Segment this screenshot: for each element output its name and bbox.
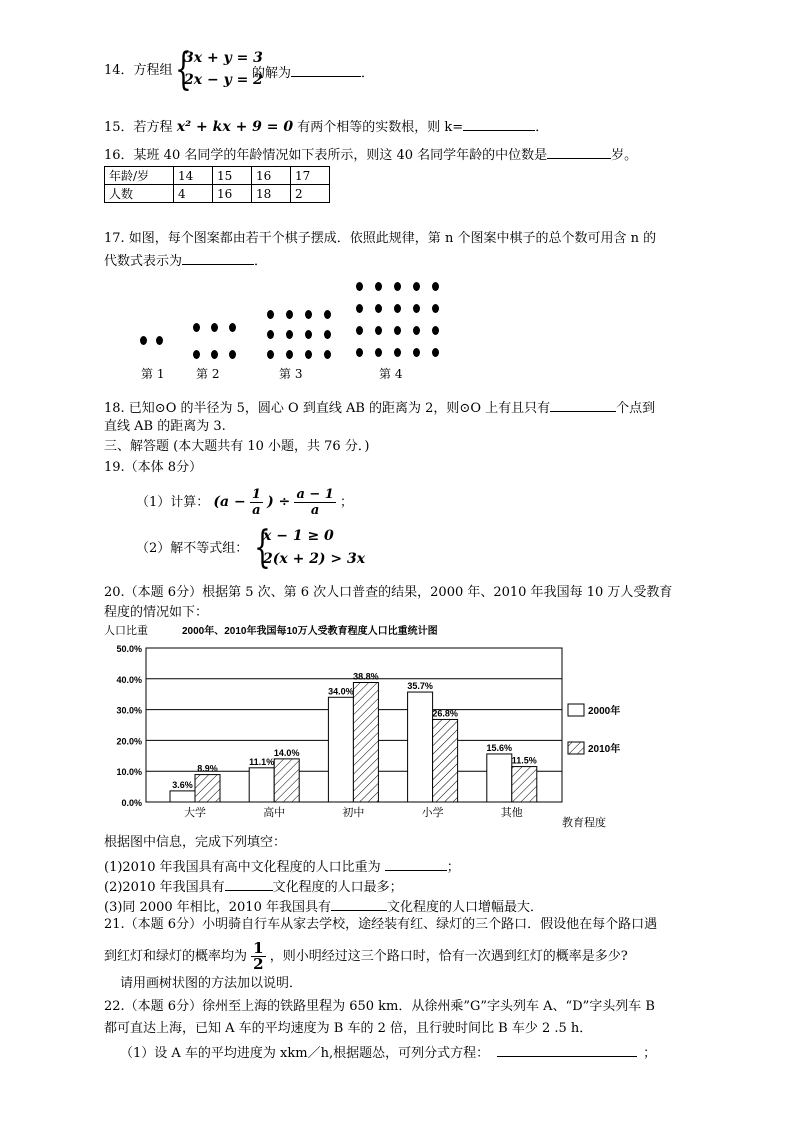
chess-piece-dot (356, 326, 363, 335)
chess-piece-dot (356, 348, 363, 357)
table-cell: 15 (213, 167, 252, 185)
chess-piece-dot (229, 323, 236, 332)
table-cell: 年龄/岁 (105, 167, 174, 185)
data-label: 3.6% (172, 779, 193, 790)
x-axis-label: 教育程度 (562, 817, 606, 829)
y-tick-label: 0.0% (121, 798, 142, 808)
table-cell: 14 (174, 167, 213, 185)
chess-piece-dot (394, 348, 401, 357)
table-cell: 16 (252, 167, 291, 185)
y-tick-label: 20.0% (116, 736, 142, 747)
q19-frac2 (294, 487, 335, 518)
q21-text-a: 到红灯和绿灯的概率均为 (104, 949, 248, 964)
y-tick-label: 10.0% (116, 767, 142, 778)
q19-part1-label: （1）计算： (136, 495, 210, 510)
frac-den: a (252, 503, 261, 518)
q15-answer-blank[interactable] (463, 116, 535, 131)
table-row (105, 185, 330, 203)
y-tick-label: 50.0% (116, 644, 142, 654)
q19-ineq1: x − 1 ≥ 0 (263, 528, 334, 544)
chess-piece-dot (229, 350, 236, 359)
q15 (104, 116, 548, 137)
q18-answer-blank[interactable] (550, 397, 616, 412)
data-label: 11.1% (249, 756, 275, 767)
table-cell: 16 (213, 185, 252, 203)
q19-expr-end: ； (340, 495, 354, 510)
frac-num: 1 (253, 939, 264, 957)
q20-line2: 程度的情况如下： (104, 605, 209, 620)
x-tick-label: 高中 (263, 807, 286, 819)
q17-line2-text: 代数式表示为 (104, 254, 183, 269)
x-tick-label: 小学 (421, 807, 444, 819)
q19-frac1 (250, 487, 263, 518)
q22-line3-text: （1）设 A 车的平均进度为 xkm／h,根据题怂，可列分式方程： (120, 1046, 490, 1061)
table-cell: 18 (252, 185, 291, 203)
chess-piece-dot (193, 323, 200, 332)
q20-fill1-text: (1)2010 年我国具有高中文化程度的人口比重为 (104, 860, 385, 875)
pattern-label-4: 第 4 (379, 367, 403, 381)
chess-piece-dot (286, 330, 293, 339)
chess-piece-dot (375, 282, 382, 291)
frac-den: 2 (253, 955, 264, 973)
chess-piece-dot (432, 282, 439, 291)
data-label: 11.5% (511, 755, 537, 766)
bar-2000年 (170, 791, 195, 802)
chess-piece-dot (413, 282, 420, 291)
q17-answer-blank[interactable] (182, 250, 254, 265)
bar-2010年 (195, 775, 220, 802)
q19-expr-a: (a − (213, 494, 246, 510)
q14-brace: { (175, 44, 192, 95)
y-tick-label: 40.0% (116, 674, 142, 685)
q20-fill1-end: ； (446, 860, 460, 875)
q20-fill3-text: (3)同 2000 年相比，2010 年我国具有 (104, 900, 331, 915)
legend-swatch (568, 742, 584, 754)
chess-piece-dot (286, 310, 293, 319)
q19-expr-b: ) ÷ (267, 494, 291, 510)
x-tick-label: 其他 (500, 807, 523, 819)
q20-fill2-text: (2)2010 年我国具有 (104, 880, 225, 895)
q15-prefix: 15．若方程 (104, 120, 173, 135)
data-label: 15.6% (486, 742, 513, 753)
legend-swatch (568, 704, 584, 716)
chess-piece-dot (413, 326, 420, 335)
x-tick-label: 大学 (184, 807, 206, 819)
chess-piece-dot (267, 310, 274, 319)
q20-blank-1[interactable] (385, 856, 447, 871)
pattern-label-2: 第 2 (196, 367, 220, 381)
q22-line2: 都可直达上海，已知 A 车的平均速度为 B 车的 2 倍，且行驶时间比 B 车少 2 .5 h． (104, 1021, 593, 1036)
bar-2010年 (274, 759, 299, 802)
q19-part1 (136, 484, 353, 521)
q18-line2: 直线 AB 的距离为 3. (104, 419, 226, 434)
q14-answer-blank[interactable] (291, 62, 361, 77)
q20-after: 根据图中信息，完成下列填空： (104, 835, 287, 850)
q15-end: ． (535, 120, 549, 135)
chess-piece-dot (356, 304, 363, 313)
q22-end: ； (643, 1046, 657, 1061)
bar-2010年 (433, 719, 458, 802)
chess-piece-dot (156, 336, 163, 345)
bar-2010年 (353, 682, 378, 802)
q20-fill2 (104, 876, 403, 897)
chess-piece-dot (211, 350, 218, 359)
pattern-label-3: 第 3 (279, 367, 303, 381)
q14-eq1: 3x + y = 3 (184, 50, 263, 66)
chess-piece-dot (375, 348, 382, 357)
q21-line2 (104, 940, 628, 974)
q14 (104, 62, 173, 80)
chart-title: 2000年、2010年我国每10万人受教育程度人口比重统计图 (182, 626, 438, 637)
table-cell: 17 (291, 167, 330, 185)
q22-answer-blank[interactable] (497, 1042, 637, 1057)
q20-fill3-end: 文化程度的人口增幅最大． (386, 900, 543, 915)
q17-line1: 17. 如图，每个图案都由若干个棋子摆成．依照此规律，第 n 个图案中棋子的总个数可用含 n 的 (104, 231, 657, 246)
q20-fill3 (104, 896, 543, 917)
q18-line1 (104, 397, 655, 418)
chess-piece-dot (356, 282, 363, 291)
chess-piece-dot (211, 323, 218, 332)
bar-2010年 (512, 767, 537, 802)
q20-blank-2[interactable] (225, 876, 273, 891)
q22-line1: 22.（本题 6分）徐州至上海的铁路里程为 650 km．从徐州乘”G”字头列车 A、“D”字头列车 B (104, 999, 655, 1014)
q19-ineq2: 2(x + 2) > 3x (263, 551, 366, 567)
q18-text-b: 个点到 (616, 401, 656, 416)
chess-piece-dot (267, 350, 274, 359)
q19-part2: （2）解不等式组： (136, 541, 249, 556)
table-cell: 人数 (105, 185, 174, 203)
q15-equation: x² + kx + 9 = 0 (176, 119, 294, 135)
table-cell: 2 (291, 185, 330, 203)
chess-piece-dot (286, 350, 293, 359)
q16-answer-blank[interactable] (547, 144, 611, 159)
chess-piece-dot (413, 304, 420, 313)
q15-suffix: 有两个相等的实数根，则 k= (297, 120, 464, 135)
frac-num: 1 (251, 487, 261, 502)
data-label: 34.0% (328, 686, 354, 697)
y-tick-label: 30.0% (116, 705, 142, 716)
bar-2000年 (487, 754, 512, 802)
chess-piece-dot (324, 350, 331, 359)
q21-line3: 请用画树状图的方法加以说明． (120, 976, 303, 991)
q16-end: 岁。 (611, 148, 638, 163)
bar-2000年 (408, 692, 433, 802)
data-label: 38.8% (353, 671, 379, 682)
chess-piece-dot (267, 330, 274, 339)
q19-brace: { (254, 522, 271, 573)
chess-piece-dot (432, 304, 439, 313)
age-table (104, 166, 330, 203)
q18-text: 18. 已知⊙O 的半径为 5，圆心 O 到直线 AB 的距离为 2，则⊙O 上有且只有 (104, 401, 551, 416)
y-axis-label: 人口比重 (104, 625, 148, 637)
q17-end: ． (254, 254, 268, 269)
bar-2000年 (249, 768, 274, 802)
bar-2000年 (328, 697, 353, 802)
data-label: 35.7% (407, 681, 433, 692)
q16-text: 16．某班 40 名同学的年龄情况如下表所示，则这 40 名同学年龄的中位数是 (104, 148, 548, 163)
data-label: 8.9% (197, 763, 218, 774)
q20-line1: 20.（本题 6分）根据第 5 次、第 6 次人口普查的结果，2000 年、2010 年我国每 10 万人受教育 (104, 585, 673, 600)
data-label: 14.0% (273, 747, 300, 758)
chess-piece-dot (394, 282, 401, 291)
chess-piece-dot (394, 304, 401, 313)
q14-suffix: 的解为 (252, 66, 292, 81)
q19-head: 19.（本体 8分） (104, 460, 203, 475)
q21-line1: 21.（本题 6分）小明骑自行车从家去学校，途经装有红、绿灯的三个路口．假设他在每个路口遇 (104, 917, 658, 932)
chess-piece-dot (140, 336, 147, 345)
chess-piece-dot (413, 348, 420, 357)
table-row (105, 167, 330, 185)
x-tick-label: 初中 (342, 807, 365, 819)
chess-piece-dot (375, 326, 382, 335)
chess-piece-dot (324, 310, 331, 319)
education-bar-chart (100, 620, 640, 830)
table-cell: 4 (174, 185, 213, 203)
q14-prefix: 14．方程组 (104, 63, 173, 78)
section-heading: 三、解答题 (本大题共有 10 小题，共 76 分．) (104, 439, 370, 454)
chess-piece-dot (375, 304, 382, 313)
pattern-label-1: 第 1 (141, 367, 165, 381)
chess-piece-dot (305, 330, 312, 339)
q22-line3 (120, 1042, 656, 1063)
q21-frac (251, 941, 265, 972)
legend-label: 2000年 (588, 706, 621, 717)
chess-piece-dot (432, 348, 439, 357)
frac-den: a (310, 503, 320, 518)
data-label: 26.8% (432, 708, 458, 719)
chess-piece-dot (432, 326, 439, 335)
chess-piece-dot (305, 350, 312, 359)
q14-eq2: 2x − y = 2 (184, 72, 263, 88)
q20-fill1 (104, 856, 460, 877)
q20-blank-3[interactable] (331, 896, 387, 911)
frac-num: a − 1 (296, 487, 334, 502)
q16 (104, 144, 637, 165)
chess-piece-dot (394, 326, 401, 335)
legend-label: 2010年 (588, 744, 621, 755)
chess-piece-dot (305, 310, 312, 319)
chess-piece-dot (193, 350, 200, 359)
q20-fill2-end: 文化程度的人口最多； (272, 880, 403, 895)
q17-line2 (104, 250, 267, 271)
chess-piece-dot (324, 330, 331, 339)
q21-text-b: ，则小明经过这三个路口时，恰有一次遇到红灯的概率是多少? (269, 949, 628, 964)
q14-end: ． (361, 66, 375, 81)
